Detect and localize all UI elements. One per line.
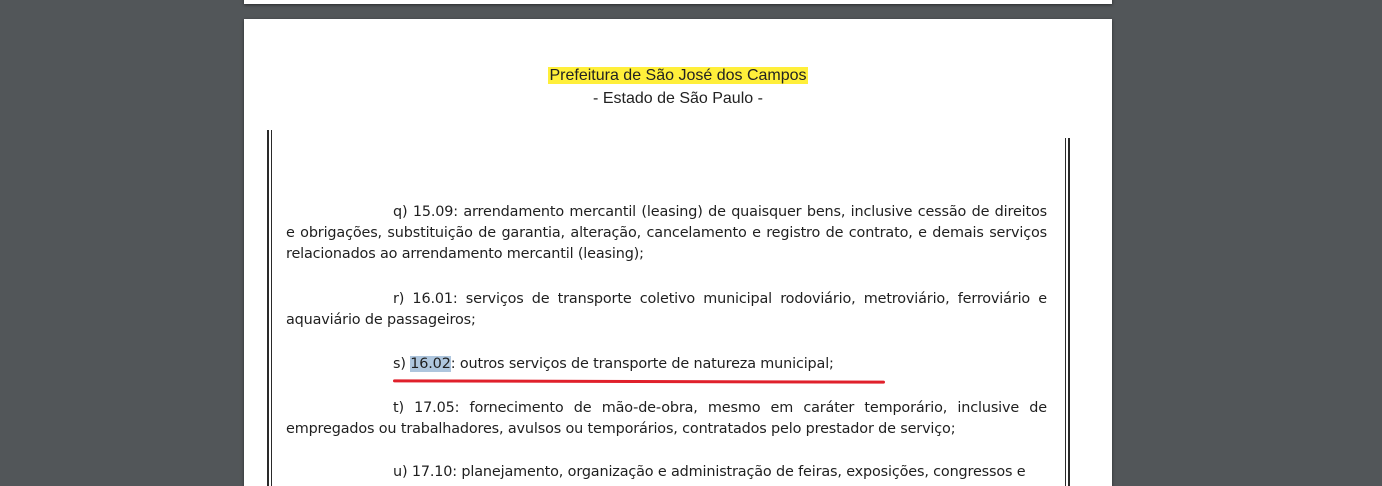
paragraph-item-r: r) 16.01: serviços de transporte coletivo municipal rodoviário, metroviário, ferroviário e aquaviário de passageiros;	[286, 291, 1047, 328]
document-page	[244, 19, 1112, 486]
annotation-underline	[393, 379, 885, 383]
item-s-text: : outros serviços de transporte de natureza municipal;	[450, 356, 834, 372]
item-s-prefix: s)	[393, 356, 411, 372]
page-border-right-inner	[1065, 138, 1066, 486]
page-border-right-outer	[1068, 138, 1070, 486]
header-state: - Estado de São Paulo -	[593, 90, 763, 107]
search-highlight-code: 16.02	[410, 356, 451, 372]
paragraph-item-t: t) 17.05: fornecimento de mão-de-obra, mesmo em caráter temporário, inclusive de empregados ou trabalhadores, avulsos ou temporários, contratados pelo prestador de serviço;	[286, 400, 1047, 437]
previous-page	[244, 0, 1112, 4]
paragraph-item-q: q) 15.09: arrendamento mercantil (leasing) de quaisquer bens, inclusive cessão de direitos e obrigações, substituição de garantia, alteração, cancelamento e registro de contrato, e demais serviços relacionados ao arrendamento mercantil (leasing);	[286, 204, 1047, 262]
header-highlight: Prefeitura de São José dos Campos	[549, 67, 807, 84]
paragraph-item-u: u) 17.10: planejamento, organização e administração de feiras, exposições, congressos e	[393, 464, 1026, 480]
paragraph-item-s	[286, 354, 1047, 375]
page-border-left-inner	[271, 130, 272, 486]
page-border-left-outer	[267, 130, 269, 486]
header-municipality	[244, 67, 1112, 85]
